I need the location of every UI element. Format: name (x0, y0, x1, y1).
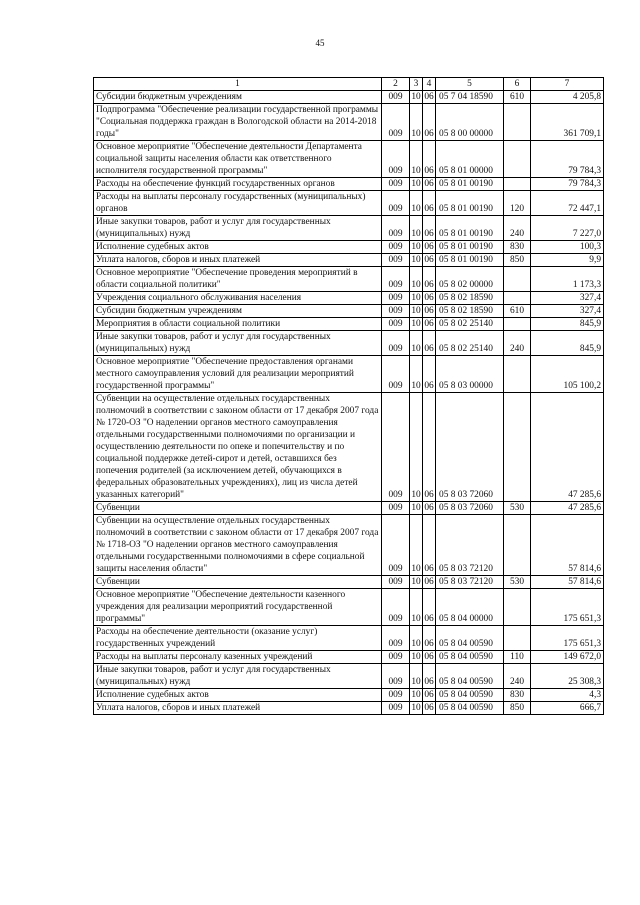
expense-name-cell: Подпрограмма "Обеспечение реализации государственной программы "Социальная поддержка граждан в Вологодской области на 2014-2018 годы" (94, 104, 382, 141)
expense-name-cell: Субвенции на осуществление отдельных государственных полномочий в соответствии с законом области от 17 декабря 2007 года № 1720-ОЗ "О наделении органов местного самоуправления отдельными государственными полномочиями по организации и осуществлению деятельности по опеке и попечительству и по социальной поддержке детей-сирот и детей, оставшихся без попечения родителей (за исключением детей, обучающихся в федеральных образовательных учреждениях), лиц из числа детей указанных категорий" (94, 393, 382, 502)
section-code-cell: 10 (410, 191, 423, 216)
amount-cell: 4,3 (531, 689, 604, 702)
amount-cell: 57 814,6 (531, 576, 604, 589)
expense-type-cell: 240 (504, 216, 531, 241)
target-code-cell: 05 8 02 18590 (436, 305, 504, 318)
amount-cell: 175 651,3 (531, 626, 604, 651)
expense-type-cell: 240 (504, 664, 531, 689)
admin-code-cell: 009 (382, 267, 410, 292)
table-row (94, 254, 604, 267)
column-header: 2 (382, 78, 410, 91)
target-code-cell: 05 8 01 00190 (436, 216, 504, 241)
amount-cell: 845,9 (531, 331, 604, 356)
column-header: 1 (94, 78, 382, 91)
table-row (94, 178, 604, 191)
subsection-code-cell: 06 (424, 703, 434, 713)
subsection-code-cell: 06 (423, 267, 436, 292)
target-code-cell: 05 8 02 18590 (436, 292, 504, 305)
expense-name-cell: Субсидии бюджетным учреждениям (94, 305, 382, 318)
section-code-cell: 10 (410, 664, 423, 689)
section-code-cell: 10 (410, 331, 423, 356)
amount-cell: 105 100,2 (531, 356, 604, 393)
expense-type-cell (504, 393, 531, 502)
table-row (94, 664, 604, 689)
expense-name-cell: Учреждения социального обслуживания населения (94, 292, 382, 305)
table-row (94, 589, 604, 626)
expense-name-cell: Расходы на обеспечение деятельности (оказание услуг) государственных учреждений (94, 626, 382, 651)
amount-cell: 47 285,6 (531, 393, 604, 502)
admin-code-cell: 009 (382, 589, 410, 626)
expense-type-cell (504, 104, 531, 141)
subsection-code-cell: 06 (423, 191, 436, 216)
admin-code-cell: 009 (382, 689, 410, 702)
admin-code-cell: 009 (382, 626, 410, 651)
expense-type-cell: 850 (504, 254, 531, 267)
expense-name-cell: Основное мероприятие "Обеспечение деятельности Департамента социальной защиты населения области как ответственного исполнителя государственной программы" (94, 141, 382, 178)
subsection-code-cell: 06 (424, 652, 434, 662)
column-header: 7 (531, 78, 604, 91)
table-row (94, 241, 604, 254)
subsection-code-cell: 06 (423, 393, 436, 502)
expense-type-cell (504, 356, 531, 393)
table-row (94, 305, 604, 318)
target-code-cell: 05 8 02 25140 (436, 318, 504, 331)
expense-name-cell: Субсидии бюджетным учреждениям (94, 91, 382, 104)
section-code-cell: 10 (410, 626, 423, 651)
subsection-code-cell: 06 (423, 216, 436, 241)
section-code-cell: 10 (411, 293, 421, 303)
admin-code-cell: 009 (382, 305, 410, 318)
table-row (94, 702, 604, 715)
expense-type-cell: 530 (504, 576, 531, 589)
subsection-code-cell: 06 (423, 589, 436, 626)
subsection-code-cell: 06 (424, 92, 434, 102)
admin-code-cell: 009 (382, 216, 410, 241)
admin-code-cell: 009 (382, 393, 410, 502)
expense-type-cell: 120 (504, 191, 531, 216)
section-code-cell: 10 (411, 255, 421, 265)
amount-cell: 327,4 (531, 305, 604, 318)
expense-type-cell (504, 318, 531, 331)
target-code-cell: 05 8 03 00000 (436, 356, 504, 393)
subsection-code-cell: 06 (424, 255, 434, 265)
admin-code-cell: 009 (382, 702, 410, 715)
admin-code-cell: 009 (382, 515, 410, 576)
amount-cell: 327,4 (531, 292, 604, 305)
section-code-cell: 10 (410, 356, 423, 393)
amount-cell: 47 285,6 (531, 502, 604, 515)
section-code-cell: 10 (410, 267, 423, 292)
target-code-cell: 05 8 03 72120 (436, 576, 504, 589)
amount-cell: 79 784,3 (531, 141, 604, 178)
section-code-cell: 10 (410, 515, 423, 576)
expense-type-cell (504, 626, 531, 651)
amount-cell: 666,7 (531, 702, 604, 715)
amount-cell: 9,9 (531, 254, 604, 267)
section-code-cell: 10 (411, 503, 421, 513)
subsection-code-cell: 06 (423, 664, 436, 689)
expense-name-cell: Иные закупки товаров, работ и услуг для государственных (муниципальных) нужд (94, 331, 382, 356)
admin-code-cell: 009 (382, 141, 410, 178)
subsection-code-cell: 06 (423, 104, 436, 141)
table-row (94, 502, 604, 515)
column-header: 4 (423, 78, 436, 91)
expense-type-cell: 830 (504, 689, 531, 702)
table-row (94, 216, 604, 241)
expense-name-cell: Основное мероприятие "Обеспечение деятельности казенного учреждения для реализации мероприятий государственной программы" (94, 589, 382, 626)
subsection-code-cell: 06 (423, 515, 436, 576)
expense-name-cell: Мероприятия в области социальной политики (94, 318, 382, 331)
subsection-code-cell: 06 (424, 577, 434, 587)
subsection-code-cell: 06 (424, 319, 434, 329)
target-code-cell: 05 8 04 00000 (436, 589, 504, 626)
admin-code-cell: 009 (382, 651, 410, 664)
expense-name-cell: Иные закупки товаров, работ и услуг для государственных (муниципальных) нужд (94, 664, 382, 689)
expense-type-cell: 850 (504, 702, 531, 715)
section-code-cell: 10 (411, 242, 421, 252)
amount-cell: 4 205,8 (531, 91, 604, 104)
expense-name-cell: Уплата налогов, сборов и иных платежей (94, 254, 382, 267)
target-code-cell: 05 8 01 00190 (436, 241, 504, 254)
amount-cell: 79 784,3 (531, 178, 604, 191)
expense-name-cell: Расходы на выплаты персоналу казенных учреждений (94, 651, 382, 664)
expense-name-cell: Расходы на обеспечение функций государственных органов (94, 178, 382, 191)
page-number: 45 (315, 38, 325, 48)
target-code-cell: 05 8 03 72060 (436, 502, 504, 515)
section-code-cell: 10 (411, 703, 421, 713)
amount-cell: 7 227,0 (531, 216, 604, 241)
subsection-code-cell: 06 (423, 331, 436, 356)
amount-cell: 72 447,1 (531, 191, 604, 216)
expense-type-cell: 530 (504, 502, 531, 515)
admin-code-cell: 009 (382, 91, 410, 104)
subsection-code-cell: 06 (423, 141, 436, 178)
table-header-row (94, 78, 604, 91)
amount-cell: 25 308,3 (531, 664, 604, 689)
table-row (94, 515, 604, 576)
section-code-cell: 10 (411, 92, 421, 102)
target-code-cell: 05 8 01 00190 (436, 178, 504, 191)
table-row (94, 191, 604, 216)
subsection-code-cell: 06 (424, 306, 434, 316)
table-row (94, 689, 604, 702)
table-row (94, 331, 604, 356)
table-row (94, 104, 604, 141)
admin-code-cell: 009 (382, 664, 410, 689)
expense-type-cell (504, 178, 531, 191)
target-code-cell: 05 8 02 00000 (436, 267, 504, 292)
target-code-cell: 05 8 03 72120 (436, 515, 504, 576)
column-header: 5 (436, 78, 504, 91)
expense-name-cell: Субвенции на осуществление отдельных государственных полномочий в соответствии с законом области от 17 декабря 2007 года № 1718-ОЗ "О наделении органов местного самоуправления отдельными государственными полномочиями в сфере социальной защиты населения области" (94, 515, 382, 576)
subsection-code-cell: 06 (424, 242, 434, 252)
expense-type-cell (504, 267, 531, 292)
admin-code-cell: 009 (382, 356, 410, 393)
target-code-cell: 05 8 04 00590 (436, 664, 504, 689)
target-code-cell: 05 8 04 00590 (436, 702, 504, 715)
amount-cell: 845,9 (531, 318, 604, 331)
table-row (94, 356, 604, 393)
expense-name-cell: Исполнение судебных актов (94, 689, 382, 702)
table-row (94, 393, 604, 502)
section-code-cell: 10 (411, 577, 421, 587)
subsection-code-cell: 06 (423, 626, 436, 651)
section-code-cell: 10 (411, 319, 421, 329)
expense-name-cell: Субвенции (94, 576, 382, 589)
table-row (94, 91, 604, 104)
section-code-cell: 10 (410, 141, 423, 178)
expense-type-cell (504, 589, 531, 626)
section-code-cell: 10 (410, 589, 423, 626)
admin-code-cell: 009 (382, 318, 410, 331)
admin-code-cell: 009 (382, 254, 410, 267)
expense-type-cell (504, 141, 531, 178)
section-code-cell: 10 (410, 393, 423, 502)
table-row (94, 318, 604, 331)
expense-name-cell: Иные закупки товаров, работ и услуг для государственных (муниципальных) нужд (94, 216, 382, 241)
admin-code-cell: 009 (382, 292, 410, 305)
target-code-cell: 05 8 01 00190 (436, 254, 504, 267)
amount-cell: 149 672,0 (531, 651, 604, 664)
expense-name-cell: Основное мероприятие "Обеспечение проведения мероприятий в области социальной политики" (94, 267, 382, 292)
target-code-cell: 05 8 00 00000 (436, 104, 504, 141)
amount-cell: 100,3 (531, 241, 604, 254)
budget-table (93, 77, 604, 715)
admin-code-cell: 009 (382, 576, 410, 589)
expense-name-cell: Основное мероприятие "Обеспечение предоставления органами местного самоуправления условий для реализации мероприятий государственной программы" (94, 356, 382, 393)
expense-type-cell: 240 (504, 331, 531, 356)
subsection-code-cell: 06 (424, 179, 434, 189)
target-code-cell: 05 8 03 72060 (436, 393, 504, 502)
section-code-cell: 10 (410, 104, 423, 141)
section-code-cell: 10 (410, 216, 423, 241)
expense-name-cell: Расходы на выплаты персоналу государственных (муниципальных) органов (94, 191, 382, 216)
target-code-cell: 05 8 01 00000 (436, 141, 504, 178)
target-code-cell: 05 8 04 00590 (436, 651, 504, 664)
expense-type-cell: 110 (504, 651, 531, 664)
expense-name-cell: Субвенции (94, 502, 382, 515)
admin-code-cell: 009 (382, 331, 410, 356)
expense-type-cell (504, 515, 531, 576)
expense-type-cell: 830 (504, 241, 531, 254)
table-row (94, 651, 604, 664)
table-row (94, 576, 604, 589)
target-code-cell: 05 8 02 25140 (436, 331, 504, 356)
table-row (94, 267, 604, 292)
expense-type-cell (504, 292, 531, 305)
subsection-code-cell: 06 (424, 690, 434, 700)
table-row (94, 141, 604, 178)
section-code-cell: 10 (411, 690, 421, 700)
amount-cell: 1 173,3 (531, 267, 604, 292)
expense-name-cell: Исполнение судебных актов (94, 241, 382, 254)
target-code-cell: 05 7 04 18590 (436, 91, 504, 104)
amount-cell: 361 709,1 (531, 104, 604, 141)
section-code-cell: 10 (411, 652, 421, 662)
target-code-cell: 05 8 01 00190 (436, 191, 504, 216)
target-code-cell: 05 8 04 00590 (436, 626, 504, 651)
admin-code-cell: 009 (382, 241, 410, 254)
amount-cell: 57 814,6 (531, 515, 604, 576)
admin-code-cell: 009 (382, 178, 410, 191)
subsection-code-cell: 06 (424, 503, 434, 513)
admin-code-cell: 009 (382, 502, 410, 515)
section-code-cell: 10 (411, 306, 421, 316)
expense-name-cell: Уплата налогов, сборов и иных платежей (94, 702, 382, 715)
admin-code-cell: 009 (382, 104, 410, 141)
column-header: 6 (504, 78, 531, 91)
expense-type-cell: 610 (504, 91, 531, 104)
amount-cell: 175 651,3 (531, 589, 604, 626)
table-row (94, 626, 604, 651)
expense-type-cell: 610 (504, 305, 531, 318)
admin-code-cell: 009 (382, 191, 410, 216)
subsection-code-cell: 06 (423, 356, 436, 393)
table-row (94, 292, 604, 305)
target-code-cell: 05 8 04 00590 (436, 689, 504, 702)
column-header: 3 (410, 78, 423, 91)
subsection-code-cell: 06 (424, 293, 434, 303)
section-code-cell: 10 (411, 179, 421, 189)
